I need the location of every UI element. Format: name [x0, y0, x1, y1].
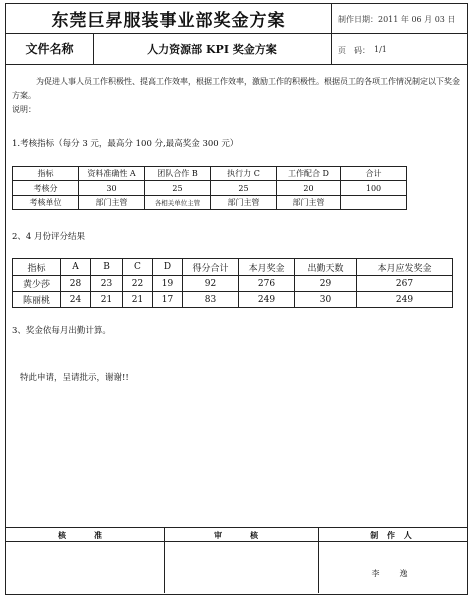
- kpi-unit-label: 考核单位: [13, 196, 79, 210]
- maker-name: 李 逸: [371, 569, 414, 578]
- table-row: [13, 259, 453, 276]
- score-b: 23: [91, 276, 123, 292]
- footer-label-rule: [6, 541, 467, 542]
- footer-top-rule: [6, 527, 467, 528]
- section1-heading: 1.考核指标（每分 3 元，最高分 100 分,最高奖金 300 元）: [12, 139, 239, 149]
- table-row: [13, 181, 407, 196]
- table-row: [13, 292, 453, 308]
- approve-label: 核 准: [58, 530, 112, 540]
- table-row: [13, 276, 453, 292]
- kpi-unit-b: 各相关单位主管: [145, 196, 211, 210]
- kpi-unit-c: 部门主管: [211, 196, 277, 210]
- score-header-a: A: [61, 259, 91, 276]
- section3-heading: 3、奖金依每月出勤计算。: [12, 326, 111, 336]
- header-divider: [331, 4, 332, 33]
- score-table: [12, 258, 453, 308]
- kpi-unit-d: 部门主管: [277, 196, 341, 210]
- score-header-b: B: [91, 259, 123, 276]
- score-header-indicator: 指标: [13, 259, 61, 276]
- document-frame: [5, 3, 468, 595]
- table-row: [13, 196, 407, 210]
- score-a: 24: [61, 292, 91, 308]
- intro-paragraph: 为促进人事人员工作积极性、提高工作效率，根据工作效率，激励工作的积极性。根据员工的各项工作情况制定以下奖金方案。: [12, 77, 460, 100]
- kpi-header-indicator: 指标: [13, 167, 79, 181]
- kpi-table: [12, 166, 407, 210]
- monthly-bonus: 276: [239, 276, 295, 292]
- kpi-header-c: 执行力 C: [211, 167, 277, 181]
- score-header-bonus: 本月奖金: [239, 259, 295, 276]
- note-label: 说明：: [12, 105, 36, 114]
- table-row: [13, 167, 407, 181]
- score-d: 19: [153, 276, 183, 292]
- kpi-score-c: 25: [211, 181, 277, 196]
- monthly-bonus: 249: [239, 292, 295, 308]
- kpi-header-d: 工作配合 D: [277, 167, 341, 181]
- payable-bonus: 249: [357, 292, 453, 308]
- score-total: 83: [183, 292, 239, 308]
- score-header-total: 得分合计: [183, 259, 239, 276]
- employee-name: 黄少莎: [13, 276, 61, 292]
- score-header-c: C: [123, 259, 153, 276]
- employee-name: 陈丽桃: [13, 292, 61, 308]
- page-label: 页 码：: [338, 46, 370, 55]
- score-header-payable: 本月应发奖金: [357, 259, 453, 276]
- score-d: 17: [153, 292, 183, 308]
- score-header-d: D: [153, 259, 183, 276]
- attendance-days: 30: [295, 292, 357, 308]
- file-name-value: 人力资源部 KPI 奖金方案: [147, 42, 277, 56]
- kpi-header-total: 合计: [341, 167, 407, 181]
- closing-remark: 特此申请，呈请批示，谢谢!!: [20, 373, 129, 383]
- kpi-score-a: 30: [79, 181, 145, 196]
- kpi-score-d: 20: [277, 181, 341, 196]
- kpi-unit-total: [341, 196, 407, 210]
- kpi-header-a: 资料准确性 A: [79, 167, 145, 181]
- score-a: 28: [61, 276, 91, 292]
- kpi-unit-a: 部门主管: [79, 196, 145, 210]
- kpi-score-label: 考核分: [13, 181, 79, 196]
- attendance-days: 29: [295, 276, 357, 292]
- score-c: 21: [123, 292, 153, 308]
- document-title: 东莞巨昇服装事业部奖金方案: [51, 11, 286, 31]
- kpi-score-b: 25: [145, 181, 211, 196]
- review-label: 审 核: [214, 530, 268, 540]
- creation-date: 制作日期：2011 年 06 月 03 日: [338, 15, 456, 24]
- score-c: 22: [123, 276, 153, 292]
- kpi-score-total: 100: [341, 181, 407, 196]
- file-name-rule: [6, 64, 467, 65]
- kpi-header-b: 团队合作 B: [145, 167, 211, 181]
- page-divider: [331, 33, 332, 64]
- file-name-label: 文件名称: [25, 42, 74, 56]
- page-number: 1/1: [374, 45, 387, 54]
- maker-label: 制 作 人: [370, 530, 415, 540]
- score-total: 92: [183, 276, 239, 292]
- section2-heading: 2、4 月份评分结果: [12, 232, 86, 242]
- payable-bonus: 267: [357, 276, 453, 292]
- score-header-attendance: 出勤天数: [295, 259, 357, 276]
- score-b: 21: [91, 292, 123, 308]
